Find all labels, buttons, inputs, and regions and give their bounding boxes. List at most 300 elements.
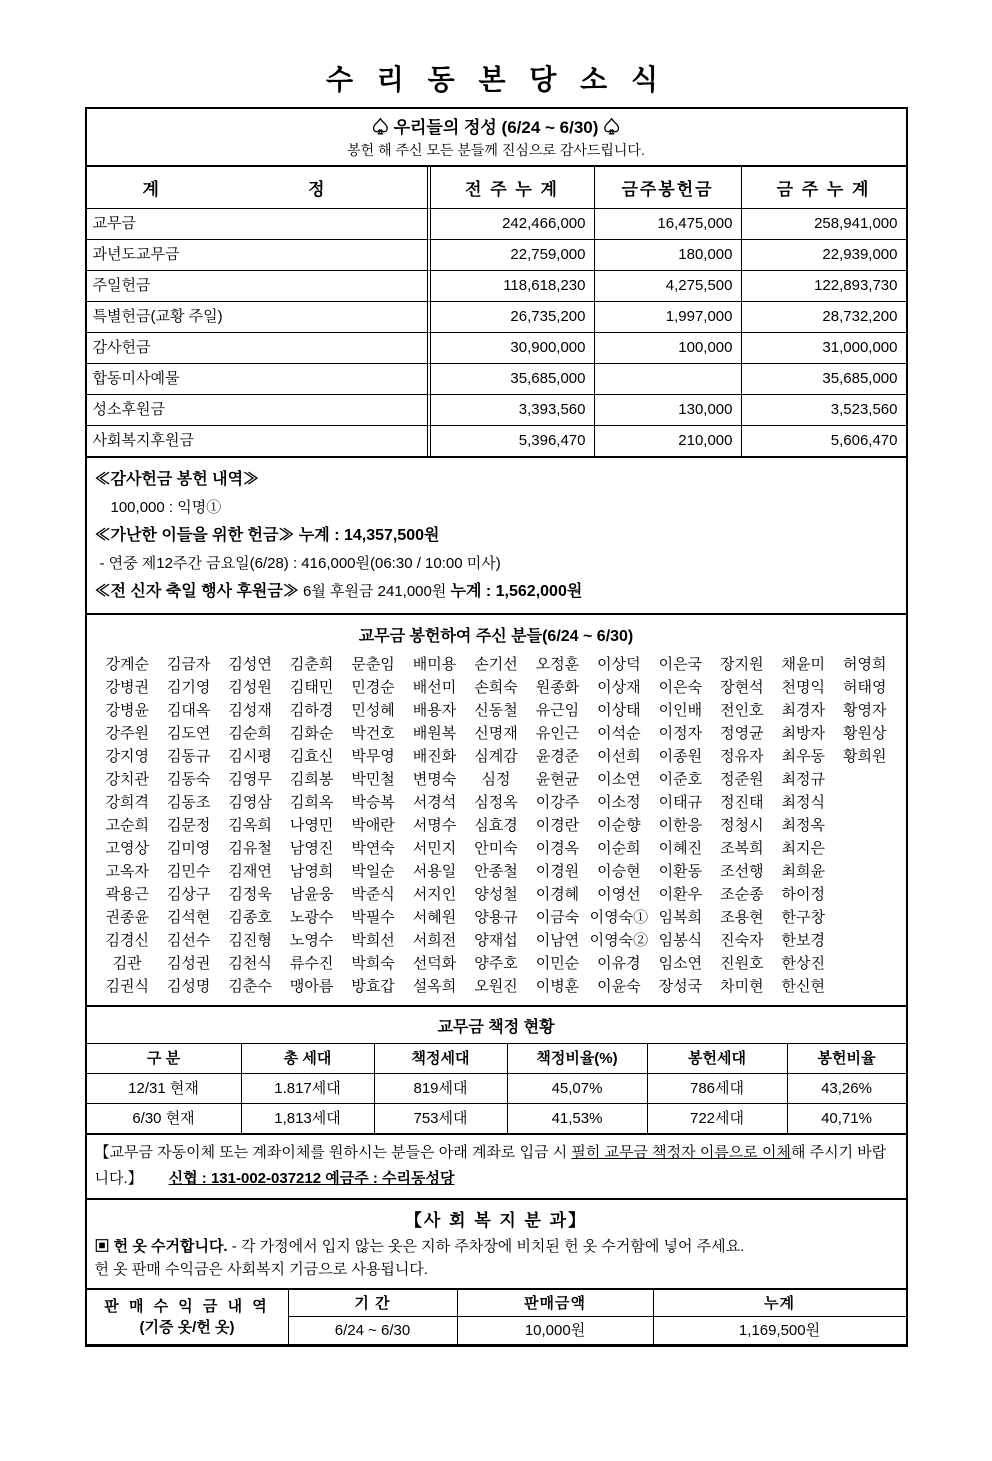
donor-name: 김재연 (228, 863, 272, 880)
donor-name: 김미영 (166, 840, 211, 857)
offering-header-new-total: 금 주 누 계 (741, 167, 906, 208)
donor-name: 이승현 (597, 863, 641, 880)
offering-item-label: 교무금 (87, 208, 427, 239)
donor-row (87, 791, 906, 814)
offering-item-label: 성소후원금 (87, 394, 427, 425)
donor-name: 심정옥 (474, 794, 518, 811)
donor-name: 하이정 (781, 886, 826, 903)
sales-table (87, 1290, 906, 1344)
assessment-data-row (87, 1073, 906, 1103)
donor-name: 변명숙 (412, 771, 457, 788)
offering-item-label: 주일헌금 (87, 270, 427, 301)
donor-name: 김관 (112, 955, 142, 972)
donor-name (834, 860, 895, 883)
donor-name: 김대옥 (166, 702, 211, 719)
offering-intro-subtitle: 봉헌 해 주신 모든 분들께 진심으로 감사드립니다. (347, 142, 645, 158)
donor-name: 김희봉 (289, 771, 334, 788)
donor-name: 나영민 (289, 817, 334, 834)
offering-amount: 31,000,000 (741, 332, 906, 363)
assessment-value: 1.817세대 (241, 1073, 374, 1103)
donor-name: 김춘수 (228, 978, 272, 995)
donor-name: 서명수 (412, 817, 457, 834)
offering-amount: 180,000 (594, 239, 741, 270)
assessment-value: 41,53% (507, 1103, 647, 1133)
donor-name: 민경순 (351, 679, 395, 696)
donor-name: 서혜원 (412, 909, 457, 926)
donor-name: 한신현 (781, 978, 826, 995)
donor-name: 이병훈 (535, 978, 580, 995)
donor-name: 심효경 (474, 817, 518, 834)
offering-amount: 35,685,000 (741, 363, 906, 394)
donor-name: 이인배 (658, 702, 703, 719)
donor-name: 허태영 (843, 679, 887, 696)
assessment-value: 45,07% (507, 1073, 647, 1103)
welfare-title: 【사 회 복 지 분 과】 (404, 1211, 588, 1230)
donor-row (87, 883, 906, 906)
donor-name: 이석순 (597, 725, 641, 742)
assessment-header-assessed-ratio: 책정비율(%) (507, 1043, 647, 1073)
donor-name: 노광수 (289, 909, 334, 926)
transfer-account-info: 신협 : 131-002-037212 예금주 : 수리동성당 (168, 1170, 455, 1187)
donor-name: 황원상 (843, 725, 887, 742)
transfer-note-text-1: 【교무금 자동이체 또는 계좌이체를 원하시는 분들은 아래 계좌로 입금 시 (94, 1144, 572, 1161)
donor-name: 이순향 (597, 817, 641, 834)
offering-table-header (87, 167, 906, 208)
offering-item-label: 특별헌금(교황 주일) (87, 301, 427, 332)
donor-name: 김천식 (228, 955, 272, 972)
offering-header-account-right: 정 (308, 180, 327, 199)
donor-name: 김석현 (166, 909, 211, 926)
donor-name: 서민지 (412, 840, 457, 857)
donor-name: 이금숙 (535, 909, 580, 926)
offering-header-this-week: 금주봉헌금 (594, 167, 741, 208)
donor-name: 류수진 (289, 955, 334, 972)
thanks-section (87, 458, 906, 615)
donor-name: 고순희 (105, 817, 149, 834)
donor-name: 차미현 (720, 978, 764, 995)
assessment-table (87, 1007, 906, 1135)
sales-row-label-line2: (기증 옷/헌 옷) (139, 1319, 235, 1336)
donor-name: 배용자 (412, 702, 457, 719)
assessment-value: 43,26% (787, 1073, 906, 1103)
donor-name: 배원복 (412, 725, 457, 742)
donor-name: 이경원 (535, 863, 580, 880)
offering-intro-title: ♤ 우리들의 정성 (6/24 ~ 6/30) ♤ (371, 118, 621, 137)
offering-amount: 242,466,000 (427, 208, 594, 239)
donor-name: 김도연 (166, 725, 211, 742)
donor-name: 장현석 (720, 679, 764, 696)
donor-name: 김상구 (166, 886, 211, 903)
donor-name: 이영숙① (589, 909, 649, 926)
donor-row (87, 929, 906, 952)
donor-list-title: 교무금 봉헌하여 주신 분들(6/24 ~ 6/30) (358, 628, 634, 645)
donor-name: 문춘임 (351, 656, 395, 673)
feast-support-line (95, 578, 898, 606)
offering-item-label: 과년도교무금 (87, 239, 427, 270)
donor-row (87, 745, 906, 768)
donor-name: 조복희 (720, 840, 764, 857)
offering-amount: 130,000 (594, 394, 741, 425)
donor-name: 최희윤 (781, 863, 826, 880)
sales-header-row (289, 1290, 906, 1317)
donor-name: 조용현 (720, 909, 764, 926)
bulletin-sheet (85, 107, 908, 1347)
donor-name: 김진형 (228, 932, 272, 949)
donor-name: 김성연 (228, 656, 272, 673)
donor-name: 한보경 (781, 932, 826, 949)
assessment-value: 722세대 (647, 1103, 787, 1133)
donor-name: 서경석 (412, 794, 457, 811)
donor-name: 정유자 (720, 748, 764, 765)
donor-name: 신동철 (474, 702, 518, 719)
donor-name: 김시평 (228, 748, 272, 765)
assessment-title: 교무금 책정 현황 (437, 1019, 555, 1036)
offering-table-row (87, 208, 906, 239)
donor-row (87, 676, 906, 699)
offering-table-row (87, 301, 906, 332)
sales-data-row (289, 1317, 906, 1344)
offering-table-row (87, 239, 906, 270)
donor-name: 강계순 (105, 656, 149, 673)
assessment-data-row (87, 1103, 906, 1133)
donor-name: 양성철 (474, 886, 518, 903)
sales-amount-value: 10,000원 (457, 1317, 653, 1344)
donor-name: 임소연 (658, 955, 703, 972)
offering-amount: 30,900,000 (427, 332, 594, 363)
feast-support-title: ≪전 신자 축일 행사 후원금≫ (94, 583, 299, 600)
donor-row (87, 699, 906, 722)
donor-name: 임봉식 (658, 932, 703, 949)
sales-header-amount: 판매금액 (457, 1290, 653, 1317)
offering-amount: 16,475,000 (594, 208, 741, 239)
donor-name: 손기선 (474, 656, 518, 673)
donor-name: 강지영 (105, 748, 149, 765)
donor-name (834, 791, 895, 814)
offering-amount: 26,735,200 (427, 301, 594, 332)
donor-name: 이순희 (597, 840, 641, 857)
sales-row-label-line1: 판 매 수 익 금 내 역 (104, 1298, 270, 1315)
donor-name: 김성명 (166, 978, 211, 995)
donor-name: 서용일 (412, 863, 457, 880)
offering-table (87, 167, 906, 458)
donor-name: 오원진 (474, 978, 518, 995)
poor-offering-total: 누계 : 14,357,500원 (294, 527, 440, 544)
donor-row (87, 952, 906, 975)
donor-name: 이은국 (658, 656, 703, 673)
donor-name: 선덕화 (412, 955, 457, 972)
donor-name: 박준식 (351, 886, 395, 903)
donor-name: 이소연 (597, 771, 641, 788)
assessment-header-row (87, 1043, 906, 1073)
offering-table-row (87, 394, 906, 425)
offering-header-account (87, 167, 427, 208)
sales-period-value: 6/24 ~ 6/30 (334, 1322, 411, 1339)
offering-amount: 122,893,730 (741, 270, 906, 301)
donor-name: 양주호 (474, 955, 518, 972)
assessment-value: 819세대 (374, 1073, 507, 1103)
sales-cumulative-value: 1,169,500원 (653, 1317, 906, 1344)
donor-name: 진원호 (720, 955, 764, 972)
donor-name: 진숙자 (720, 932, 764, 949)
offering-amount: 22,939,000 (741, 239, 906, 270)
donor-name: 김정욱 (228, 886, 272, 903)
offering-amount: 22,759,000 (427, 239, 594, 270)
donor-name (834, 837, 895, 860)
assessment-header-assessed-households: 책정세대 (374, 1043, 507, 1073)
donor-name: 한상진 (781, 955, 826, 972)
donor-name: 정준원 (720, 771, 764, 788)
donor-name: 유인근 (535, 725, 580, 742)
donor-name: 김종호 (228, 909, 272, 926)
donor-name: 황영자 (843, 702, 887, 719)
donor-row (87, 860, 906, 883)
donor-name: 김문정 (166, 817, 211, 834)
donor-name (834, 906, 895, 929)
donor-name: 손희숙 (474, 679, 518, 696)
donor-name: 박건호 (351, 725, 395, 742)
assessment-value: 753세대 (374, 1103, 507, 1133)
donor-name: 김화순 (289, 725, 334, 742)
donor-name: 박무영 (351, 748, 395, 765)
donor-name: 이태규 (658, 794, 703, 811)
offering-table-row (87, 332, 906, 363)
feast-support-month: 6월 후원금 241,000원 (298, 583, 451, 600)
donor-name: 맹아름 (289, 978, 334, 995)
donor-name: 박민철 (351, 771, 395, 788)
donor-name: 최지은 (781, 840, 826, 857)
donor-name: 김동숙 (166, 771, 211, 788)
offering-amount: 28,732,200 (741, 301, 906, 332)
page-title: 수 리 동 본 당 소 식 (325, 64, 666, 95)
donor-row (87, 906, 906, 929)
donor-name: 박희선 (351, 932, 395, 949)
donor-name: 이혜진 (658, 840, 703, 857)
donor-name: 방효갑 (351, 978, 395, 995)
offering-amount: 118,618,230 (427, 270, 594, 301)
donor-name: 김민수 (166, 863, 211, 880)
donor-name: 강희격 (105, 794, 149, 811)
donor-name: 김순희 (228, 725, 272, 742)
donor-name: 설옥희 (412, 978, 457, 995)
donor-name: 이유경 (597, 955, 641, 972)
assessment-header-total-households: 총 세대 (241, 1043, 374, 1073)
donor-name: 정진태 (720, 794, 764, 811)
donor-row (87, 722, 906, 745)
offering-amount: 210,000 (594, 425, 741, 456)
donor-name: 김춘희 (289, 656, 334, 673)
assessment-value: 6/30 현재 (87, 1103, 241, 1133)
offering-item-label: 합동미사예물 (87, 363, 427, 394)
donor-name: 신명재 (474, 725, 518, 742)
donor-name: 조순종 (720, 886, 764, 903)
donor-name: 한구창 (781, 909, 826, 926)
donor-name: 이환우 (658, 886, 703, 903)
assessment-value: 12/31 현재 (87, 1073, 241, 1103)
donor-name: 권종윤 (105, 909, 149, 926)
transfer-note (87, 1135, 906, 1200)
assessment-body (87, 1073, 906, 1133)
donor-name: 양재섭 (474, 932, 518, 949)
welfare-text-line-1 (87, 1235, 906, 1258)
donor-name: 이영숙② (589, 932, 649, 949)
donor-row (87, 653, 906, 676)
welfare-section (87, 1200, 906, 1290)
offering-header-account-left: 계 (142, 180, 161, 199)
donor-name: 이경혜 (535, 886, 580, 903)
donor-name: 이준호 (658, 771, 703, 788)
offering-amount: 1,997,000 (594, 301, 741, 332)
donor-name: 이상덕 (597, 656, 641, 673)
offering-table-row (87, 425, 906, 456)
donor-name: 이한응 (658, 817, 703, 834)
donor-name: 임복희 (658, 909, 703, 926)
offering-item-label: 사회복지후원금 (87, 425, 427, 456)
donor-name: 박애란 (351, 817, 395, 834)
sales-row-label (87, 1290, 289, 1344)
donor-name: 이종원 (658, 748, 703, 765)
donor-name: 이환동 (658, 863, 703, 880)
donor-name: 김동규 (166, 748, 211, 765)
poor-offering-detail: - 연중 제12주간 금요일(6/28) : 416,000원(06:30 / 10:00 미사) (99, 555, 501, 572)
donor-name: 이은숙 (658, 679, 703, 696)
donor-name: 김영삼 (228, 794, 272, 811)
donor-name: 이선희 (597, 748, 641, 765)
donor-name: 민성혜 (351, 702, 395, 719)
thanks-amount-line: 100,000 : 익명① (110, 499, 222, 516)
donor-name: 김태민 (289, 679, 334, 696)
assessment-value: 786세대 (647, 1073, 787, 1103)
donor-row (87, 814, 906, 837)
donor-list-section (87, 615, 906, 1007)
donor-name: 김영무 (228, 771, 272, 788)
donor-name: 이상태 (597, 702, 641, 719)
donor-name: 노영수 (289, 932, 334, 949)
offering-intro-box (87, 109, 906, 167)
donor-name (834, 975, 895, 998)
donor-name: 안미숙 (474, 840, 518, 857)
donor-name: 배미용 (412, 656, 457, 673)
donor-name: 박필수 (351, 909, 395, 926)
donor-name (834, 929, 895, 952)
donor-name: 서희전 (412, 932, 457, 949)
donor-name: 김유철 (228, 840, 272, 857)
donor-name: 곽용근 (105, 886, 149, 903)
donor-name: 최정규 (781, 771, 826, 788)
assessment-value: 1,813세대 (241, 1103, 374, 1133)
donor-name: 강병권 (105, 679, 149, 696)
donor-name: 이강주 (535, 794, 580, 811)
donor-name: 전인호 (720, 702, 764, 719)
sales-table-right (289, 1290, 906, 1344)
donor-name: 최경자 (781, 702, 826, 719)
donor-name: 박일순 (351, 863, 395, 880)
donor-name: 서지인 (412, 886, 457, 903)
offering-amount: 258,941,000 (741, 208, 906, 239)
donor-name: 김경신 (105, 932, 149, 949)
donor-name: 김동조 (166, 794, 211, 811)
donor-name: 양용규 (474, 909, 518, 926)
donor-name: 이상재 (597, 679, 641, 696)
donor-name: 최정옥 (781, 817, 826, 834)
offering-table-row (87, 363, 906, 394)
donor-list-body (87, 653, 906, 998)
offering-amount: 35,685,000 (427, 363, 594, 394)
donor-name: 강치관 (105, 771, 149, 788)
assessment-header-offering-households: 봉헌세대 (647, 1043, 787, 1073)
donor-name: 김금자 (166, 656, 211, 673)
offering-table-body (87, 208, 906, 456)
donor-name: 이민순 (535, 955, 580, 972)
donor-name: 이정자 (658, 725, 703, 742)
donor-name: 원종화 (535, 679, 580, 696)
donor-name: 박승복 (351, 794, 395, 811)
donor-name: 이소정 (597, 794, 641, 811)
donor-name: 심계감 (474, 748, 518, 765)
donor-name: 오정훈 (535, 656, 580, 673)
donor-name: 최정식 (781, 794, 826, 811)
donor-name: 김성재 (228, 702, 272, 719)
donor-name (834, 768, 895, 791)
donor-name: 고옥자 (105, 863, 149, 880)
donor-name: 정영균 (720, 725, 764, 742)
transfer-note-text-2: 해 주시기 바랍니다.】 (94, 1144, 887, 1187)
welfare-body-2: 헌 옷 판매 수익금은 사회복지 기금으로 사용됩니다. (94, 1261, 428, 1278)
donor-name: 안종철 (474, 863, 518, 880)
donor-name: 채윤미 (781, 656, 826, 673)
donor-name: 윤현균 (535, 771, 580, 788)
donor-name: 장성국 (658, 978, 703, 995)
donor-name: 황희원 (843, 748, 887, 765)
donor-name: 김옥희 (228, 817, 272, 834)
assessment-value: 40,71% (787, 1103, 906, 1133)
donor-name: 김하경 (289, 702, 334, 719)
offering-amount: 5,606,470 (741, 425, 906, 456)
donor-name: 박연숙 (351, 840, 395, 857)
offering-amount: 3,393,560 (427, 394, 594, 425)
donor-name: 이경란 (535, 817, 580, 834)
offering-amount: 5,396,470 (427, 425, 594, 456)
offering-header-prev-total: 전 주 누 계 (427, 167, 594, 208)
donor-name: 남영희 (289, 863, 334, 880)
feast-support-total: 누계 : 1,562,000원 (450, 583, 583, 600)
donor-row (87, 768, 906, 791)
donor-name: 이영선 (597, 886, 641, 903)
donor-name (834, 883, 895, 906)
donor-name: 배진화 (412, 748, 457, 765)
sales-header-period: 기 간 (289, 1290, 457, 1317)
donor-name: 김성원 (228, 679, 272, 696)
donor-name: 배선미 (412, 679, 457, 696)
donor-name: 최방자 (781, 725, 826, 742)
donor-name: 이윤숙 (597, 978, 641, 995)
offering-amount: 3,523,560 (741, 394, 906, 425)
donor-name: 박희숙 (351, 955, 395, 972)
donor-name: 정청시 (720, 817, 764, 834)
thanks-title: ≪감사헌금 봉헌 내역≫ (94, 471, 260, 488)
poor-offering-line (95, 522, 898, 550)
donor-name: 허영희 (843, 656, 887, 673)
donor-name: 유근임 (535, 702, 580, 719)
welfare-lead: ▣ 헌 옷 수거합니다. (94, 1238, 228, 1255)
donor-name: 김기영 (166, 679, 211, 696)
offering-amount (594, 363, 741, 394)
donor-name: 심정 (481, 771, 511, 788)
donor-name (834, 814, 895, 837)
offering-table-row (87, 270, 906, 301)
donor-name: 장지원 (720, 656, 764, 673)
donor-name: 강주원 (105, 725, 149, 742)
poor-offering-title: ≪가난한 이들을 위한 헌금≫ (94, 527, 295, 544)
